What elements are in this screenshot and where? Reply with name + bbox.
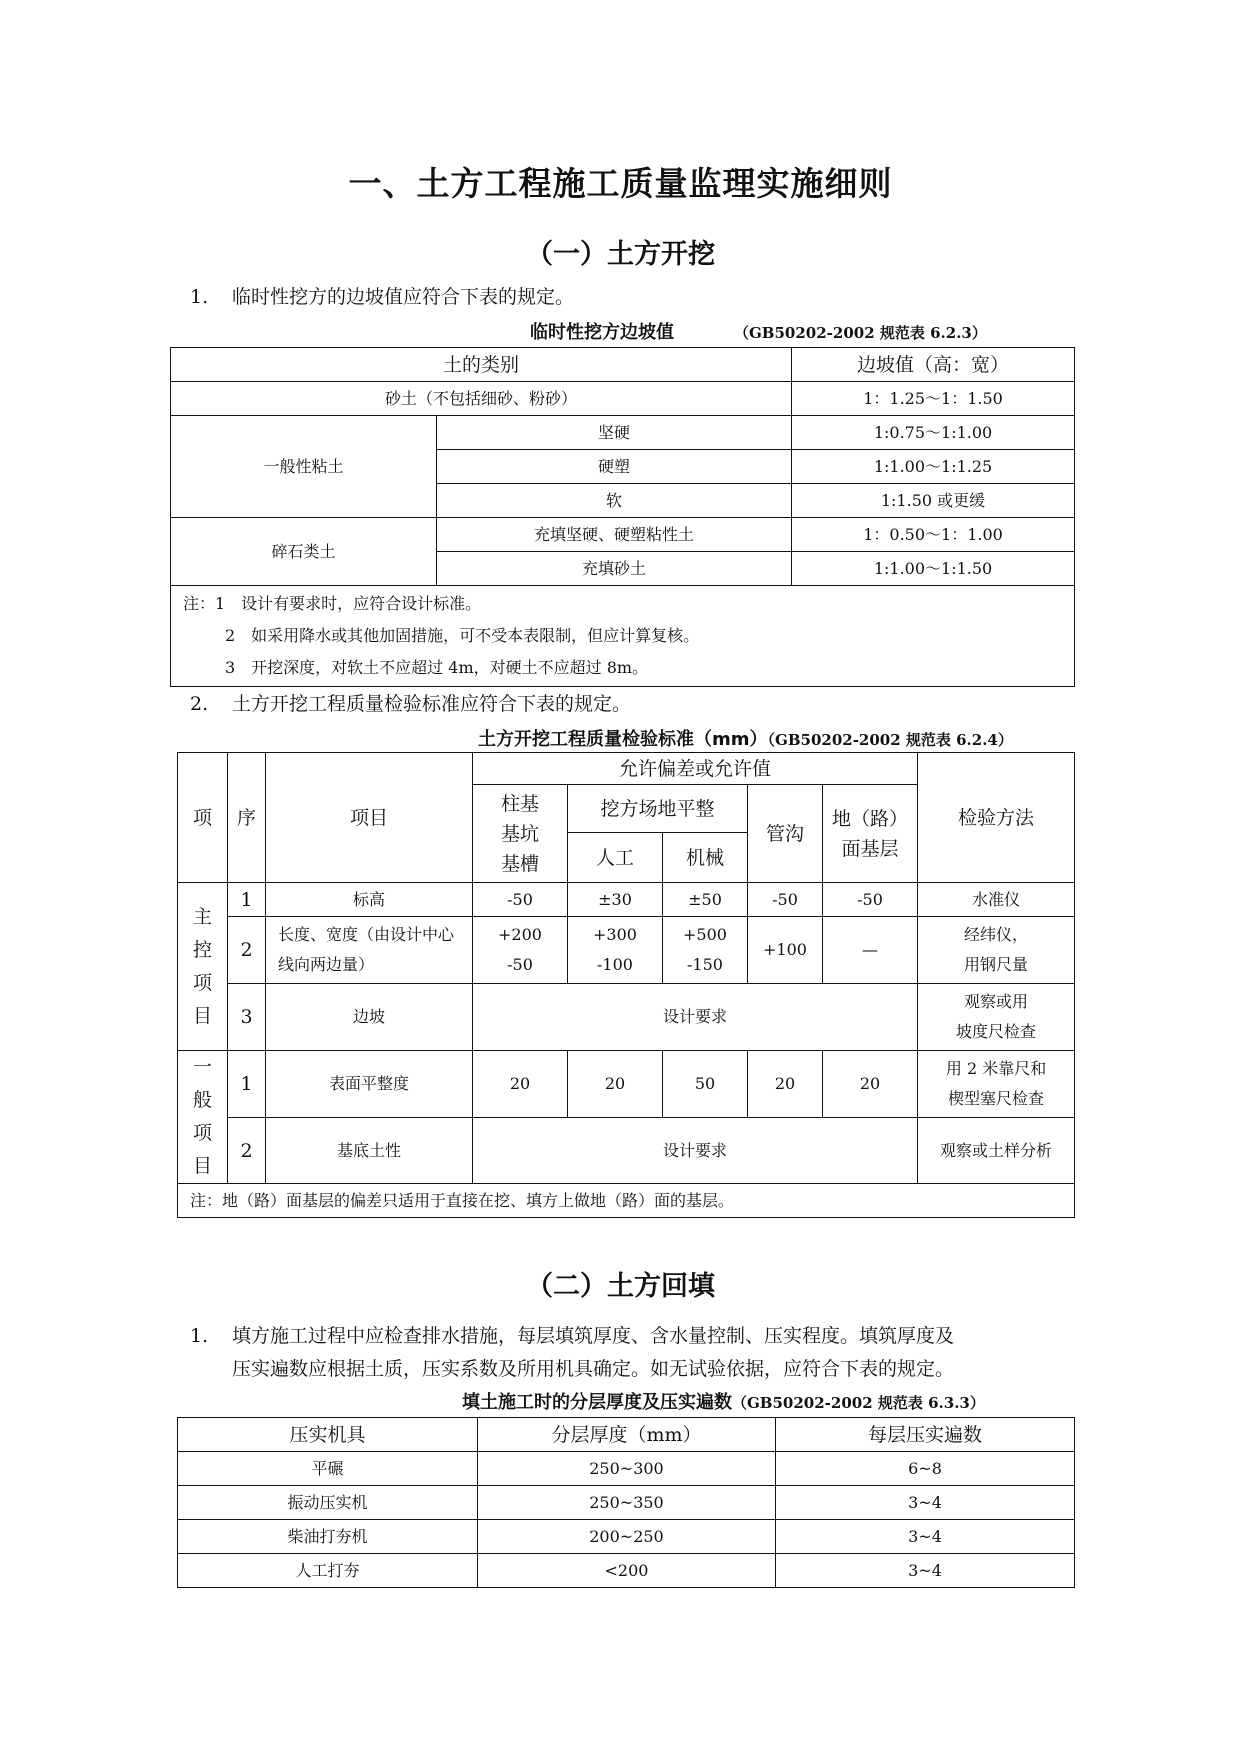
machine-type: 振动压实机	[178, 1486, 478, 1520]
row-number: 1	[228, 883, 266, 917]
clay-sub: 软	[437, 484, 792, 518]
value-pit: -50	[473, 883, 568, 917]
section2-heading: （二）土方回填	[526, 1271, 715, 1302]
document-title: 一、土方工程施工质量监理实施细则	[348, 164, 893, 203]
item-name: 标高	[266, 883, 473, 917]
row-number: 3	[228, 984, 266, 1051]
value-pit: +200 -50	[473, 917, 568, 984]
value-road: 20	[823, 1051, 918, 1118]
table3-title: 填土施工时的分层厚度及压实遍数	[462, 1392, 732, 1413]
row-number: 2	[228, 917, 266, 984]
machine-type: 平碾	[178, 1452, 478, 1486]
excavation-quality-table	[177, 752, 1075, 1218]
paragraph-line	[190, 1320, 954, 1353]
header-item: 项目	[266, 753, 473, 883]
section1-heading: （一）土方开挖	[526, 239, 715, 270]
header-site-grading: 挖方场地平整	[568, 785, 748, 833]
item-name: 基底土性	[266, 1118, 473, 1184]
item-name: 长度、宽度（由设计中心 线向两边量）	[266, 917, 473, 984]
header-slope-value: 边坡值（高：宽）	[792, 348, 1075, 382]
compaction-passes: 3~4	[776, 1554, 1075, 1588]
table3-caption	[462, 1388, 985, 1414]
table2-caption	[478, 725, 1013, 751]
table2-note: 注：地（路）面基层的偏差只适用于直接在挖、填方上做地（路）面的基层。	[178, 1184, 1075, 1218]
section1-item1	[190, 281, 574, 314]
compaction-passes: 6~8	[776, 1452, 1075, 1486]
paragraph-line: 压实遍数应根据土质，压实系数及所用机具确定。如无试验依据，应符合下表的规定。	[232, 1358, 955, 1380]
method: 经纬仪， 用钢尺量	[918, 917, 1075, 984]
gravel-sub: 充填砂土	[437, 552, 792, 586]
layer-thickness: 200~250	[478, 1520, 776, 1554]
item-name: 表面平整度	[266, 1051, 473, 1118]
header-compaction-passes: 每层压实遍数	[776, 1418, 1075, 1452]
item-number: 1.	[190, 286, 209, 308]
table3-reference: （GB50202-2002 规范表 6.3.3）	[732, 1394, 985, 1412]
value-pipe: 20	[748, 1051, 823, 1118]
header-road-base: 地（路） 面基层	[823, 785, 918, 883]
general-group: 一 般 项 目	[178, 1051, 228, 1184]
machine-type: 柴油打夯机	[178, 1520, 478, 1554]
header-pipe-trench: 管沟	[748, 785, 823, 883]
header-method: 检验方法	[918, 753, 1075, 883]
row-number: 2	[228, 1118, 266, 1184]
slope-value-table	[170, 347, 1075, 687]
value-manual: ±30	[568, 883, 663, 917]
clay-value: 1:1.50 或更缓	[792, 484, 1075, 518]
header-layer-thickness: 分层厚度（mm）	[478, 1418, 776, 1452]
layer-thickness: 250~350	[478, 1486, 776, 1520]
gravel-label: 碎石类土	[171, 518, 437, 586]
sand-label: 砂土（不包括细砂、粉砂）	[171, 382, 792, 416]
header-tolerance: 允许偏差或允许值	[473, 753, 918, 785]
method: 用 2 米靠尺和 楔型塞尺检查	[918, 1051, 1075, 1118]
item-text: 土方开挖工程质量检验标准应符合下表的规定。	[232, 693, 632, 715]
value-machine: ±50	[663, 883, 748, 917]
section1-item2	[190, 688, 631, 721]
compaction-table	[177, 1417, 1075, 1588]
value-manual: 20	[568, 1051, 663, 1118]
value-road: —	[823, 917, 918, 984]
gravel-value: 1:1.00～1:1.50	[792, 552, 1075, 586]
note-line: 2 如采用降水或其他加固措施，可不受本表限制，但应计算复核。	[225, 626, 700, 645]
item-text: 临时性挖方的边坡值应符合下表的规定。	[232, 286, 575, 308]
clay-label: 一般性粘土	[171, 416, 437, 518]
row-number: 1	[228, 1051, 266, 1118]
sand-value: 1：1.25～1：1.50	[792, 382, 1075, 416]
header-seq: 序	[228, 753, 266, 883]
header-foundation-pit: 柱基 基坑 基槽	[473, 785, 568, 883]
table2-title: 土方开挖工程质量检验标准（mm）	[478, 729, 768, 750]
note-line: 3 开挖深度，对软土不应超过 4m，对硬土不应超过 8m。	[225, 658, 649, 677]
header-category: 项	[178, 753, 228, 883]
value-road: -50	[823, 883, 918, 917]
item-number: 2.	[190, 693, 209, 715]
value-pipe: -50	[748, 883, 823, 917]
method: 水准仪	[918, 883, 1075, 917]
table-row	[178, 1452, 1075, 1486]
value-machine: +500 -150	[663, 917, 748, 984]
main-control-group: 主 控 项 目	[178, 883, 228, 1051]
value-machine: 50	[663, 1051, 748, 1118]
layer-thickness: <200	[478, 1554, 776, 1588]
table-row	[178, 1520, 1075, 1554]
table1-notes	[171, 586, 1075, 687]
table1-reference: （GB50202-2002 规范表 6.2.3）	[734, 324, 987, 342]
gravel-sub: 充填坚硬、硬塑粘性土	[437, 518, 792, 552]
clay-value: 1:0.75～1:1.00	[792, 416, 1075, 450]
compaction-passes: 3~4	[776, 1486, 1075, 1520]
gravel-value: 1：0.50～1：1.00	[792, 518, 1075, 552]
value-manual: +300 -100	[568, 917, 663, 984]
header-machine: 机械	[663, 833, 748, 883]
clay-value: 1:1.00～1:1.25	[792, 450, 1075, 484]
value-pit: 20	[473, 1051, 568, 1118]
value-design-requirement: 设计要求	[473, 1118, 918, 1184]
item-text: 填方施工过程中应检查排水措施，每层填筑厚度、含水量控制、压实程度。填筑厚度及	[232, 1325, 955, 1347]
compaction-passes: 3~4	[776, 1520, 1075, 1554]
clay-sub: 坚硬	[437, 416, 792, 450]
table1-title: 临时性挖方边坡值	[530, 322, 674, 343]
item-number: 1.	[190, 1325, 209, 1347]
item-name: 边坡	[266, 984, 473, 1051]
machine-type: 人工打夯	[178, 1554, 478, 1588]
value-design-requirement: 设计要求	[473, 984, 918, 1051]
note-line: 注：1 设计有要求时，应符合设计标准。	[183, 594, 482, 613]
layer-thickness: 250~300	[478, 1452, 776, 1486]
table-row	[178, 1486, 1075, 1520]
table-row	[178, 1554, 1075, 1588]
header-soil-type: 土的类别	[171, 348, 792, 382]
table2-reference: （GB50202-2002 规范表 6.2.4）	[767, 731, 1013, 749]
header-manual: 人工	[568, 833, 663, 883]
clay-sub: 硬塑	[437, 450, 792, 484]
method: 观察或用 坡度尺检查	[918, 984, 1075, 1051]
table1-caption	[530, 318, 987, 344]
section2-item1	[190, 1320, 954, 1386]
method: 观察或土样分析	[918, 1118, 1075, 1184]
header-machine-type: 压实机具	[178, 1418, 478, 1452]
value-pipe: +100	[748, 917, 823, 984]
